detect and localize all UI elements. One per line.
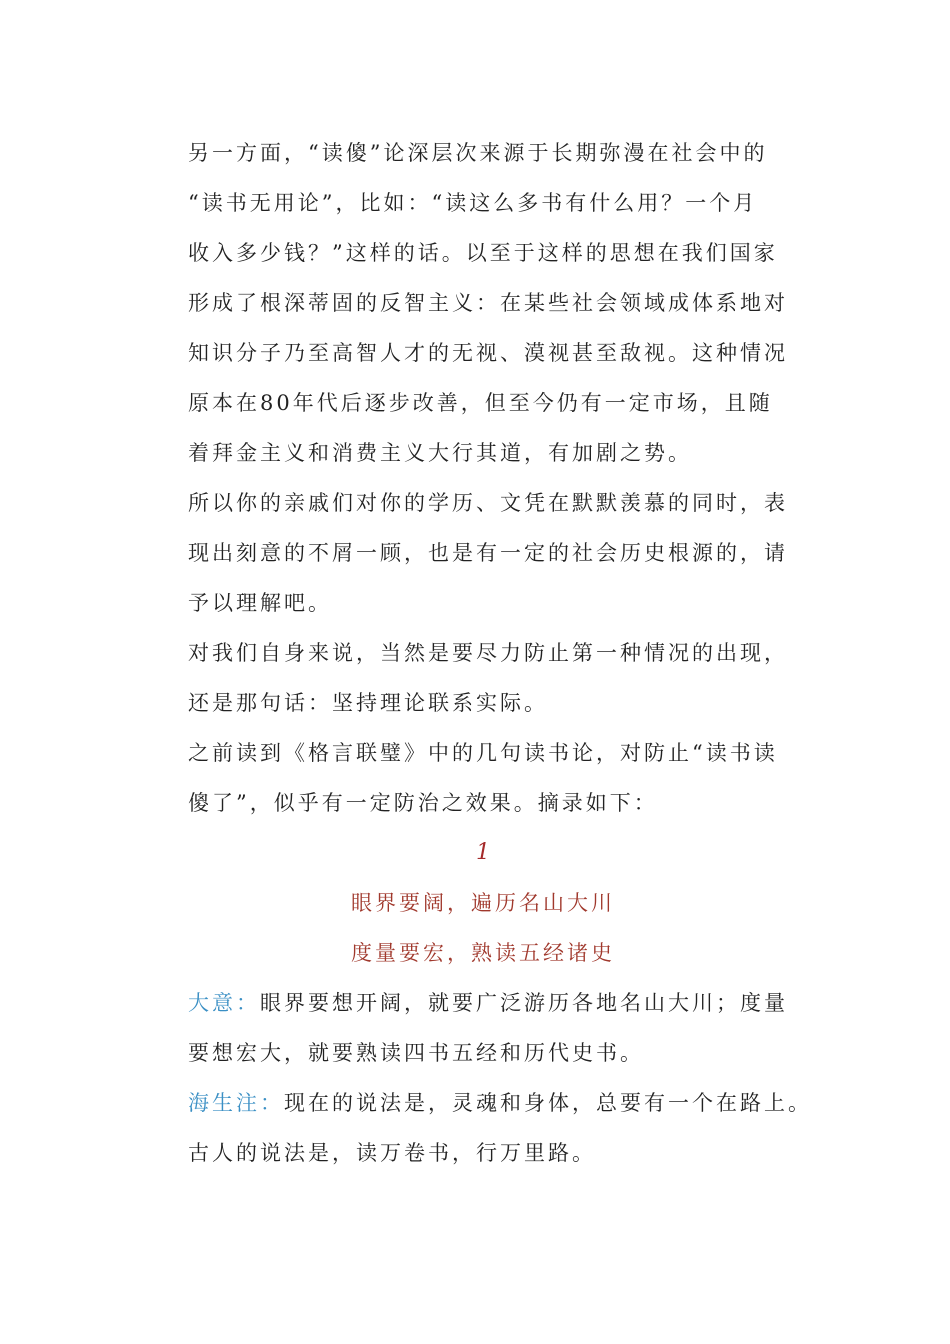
note-line (188, 1078, 812, 1128)
text-line: 对我们自身来说，当然是要尽力防止第一种情况的出现， (188, 641, 788, 665)
explanation-text: 眼界要想开阔，就要广泛游历各地名山大川；度量 (260, 991, 788, 1015)
text-line: 形成了根深蒂固的反智主义：在某些社会领域成体系地对 (188, 291, 788, 315)
text-line: 原本在80年代后逐步改善，但至今仍有一定市场，且随 (188, 391, 773, 415)
text-line: “读书无用论”，比如：“读这么多书有什么用？一个月 (188, 191, 758, 215)
verse-line: 度量要宏，熟读五经诸史 (351, 941, 615, 965)
article-body (188, 128, 812, 1178)
text-line: 知识分子乃至高智人才的无视、漠视甚至敌视。这种情况 (188, 341, 788, 365)
section-number: 1 (476, 840, 490, 865)
note-text: 现在的说法是，灵魂和身体，总要有一个在路上。 (284, 1091, 812, 1115)
text-line: 还是那句话：坚持理论联系实际。 (188, 691, 548, 715)
explanation-line (188, 978, 788, 1028)
explanation-line: 要想宏大，就要熟读四书五经和历代史书。 (188, 1041, 644, 1065)
text-line: 着拜金主义和消费主义大行其道，有加剧之势。 (188, 441, 692, 465)
explanation-block (188, 978, 788, 1078)
explanation-label: 大意： (188, 991, 260, 1015)
note-line: 古人的说法是，读万卷书，行万里路。 (188, 1141, 596, 1165)
text-line: 收入多少钱？”这样的话。以至于这样的思想在我们国家 (188, 241, 778, 265)
note-block (188, 1078, 812, 1178)
text-line: 现出刻意的不屑一顾，也是有一定的社会历史根源的，请 (188, 541, 788, 565)
paragraph-excerpt-intro (188, 728, 778, 828)
text-line: 之前读到《格言联璧》中的几句读书论，对防止“读书读 (188, 741, 778, 765)
verse-line: 眼界要阔，遍历名山大川 (351, 891, 615, 915)
note-label: 海生注： (188, 1091, 284, 1115)
paragraph-ourselves (188, 628, 788, 728)
paragraph-anti-intellectualism (188, 128, 788, 478)
text-line: 傻了”，似乎有一定防治之效果。摘录如下： (188, 791, 658, 815)
text-line: 所以你的亲戚们对你的学历、文凭在默默羡慕的同时，表 (188, 491, 788, 515)
paragraph-relatives (188, 478, 788, 628)
text-line: 另一方面，“读傻”论深层次来源于长期弥漫在社会中的 (188, 141, 768, 165)
text-line: 予以理解吧。 (188, 591, 332, 615)
